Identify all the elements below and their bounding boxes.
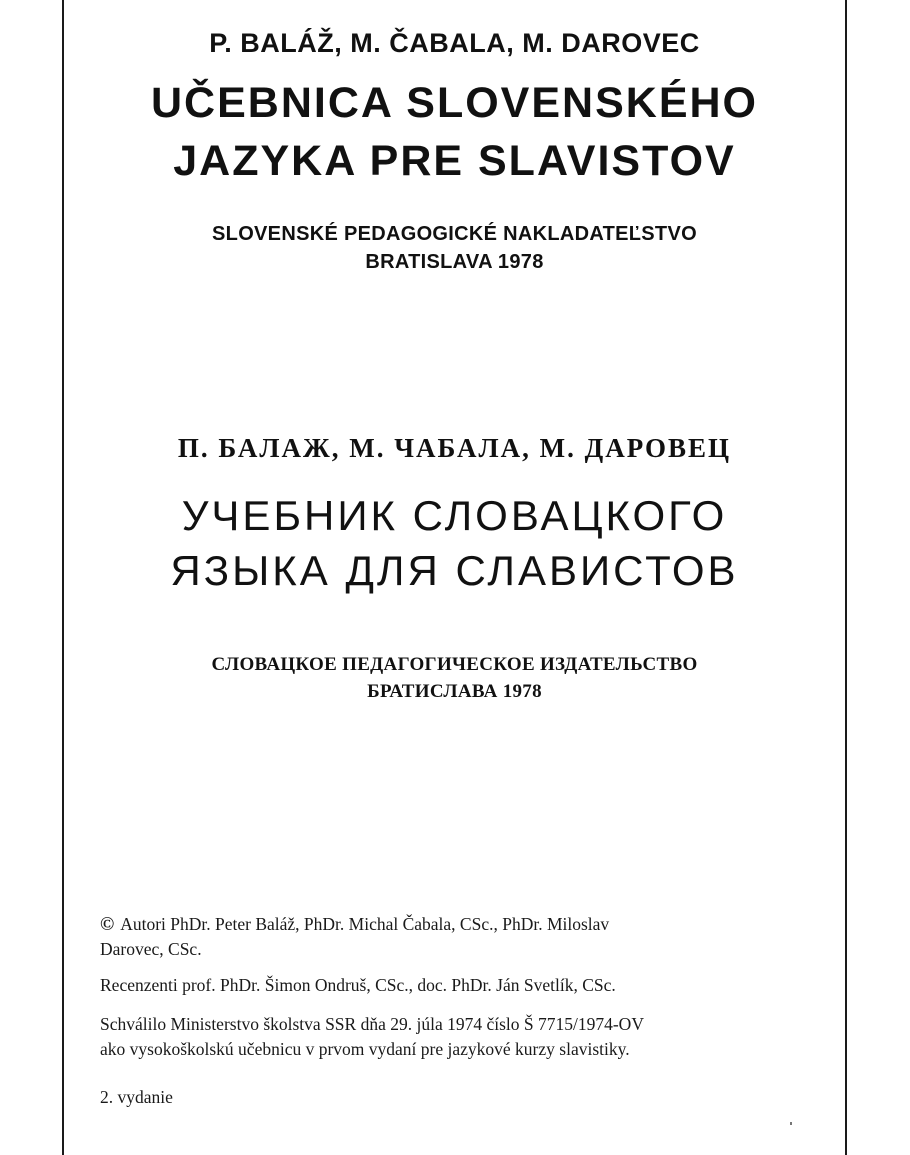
slovak-title-line-2: JAZYKA PRE SLAVISTOV [173, 137, 736, 185]
edition-notice [100, 1085, 820, 1110]
russian-title-line-1: УЧЕБНИК СЛОВАЦКОГО [181, 492, 728, 539]
russian-publisher-name: СЛОВАЦКОЕ ПЕДАГОГИЧЕСКОЕ ИЗДАТЕЛЬСТВО [211, 654, 698, 675]
approval-notice [100, 1012, 820, 1062]
russian-authors: П. БАЛАЖ, М. ЧАБАЛА, М. ДАРОВЕЦ [177, 433, 732, 463]
russian-title-line-2: ЯЗЫКА ДЛЯ СЛАВИСТОВ [170, 547, 739, 594]
copyright-notice [100, 912, 820, 962]
slovak-publisher-place-year: BRATISLAVA 1978 [365, 251, 544, 273]
edition-line: 2. vydanie [100, 1087, 173, 1107]
russian-publisher-place-year: БРАТИСЛАВА 1978 [367, 681, 542, 702]
reviewers-line: Recenzenti prof. PhDr. Šimon Ondruš, CSc., doc. PhDr. Ján Svetlík, CSc. [100, 975, 616, 995]
page-edge-right [845, 0, 847, 1155]
slovak-authors: P. BALÁŽ, M. ČABALA, M. DAROVEC [209, 28, 700, 58]
reviewers-notice [100, 973, 820, 998]
slovak-publisher-name: SLOVENSKÉ PEDAGOGICKÉ NAKLADATEĽSTVO [212, 223, 697, 245]
scan-speck [790, 1122, 792, 1125]
slovak-title-line-1: UČEBNICA SLOVENSKÉHO [150, 79, 759, 127]
russian-title [64, 488, 845, 598]
slovak-publisher [64, 220, 845, 276]
approval-line-1: Schválilo Ministerstvo školstva SSR dňa 29. júla 1974 číslo Š 7715/1974-OV [100, 1014, 644, 1034]
russian-publisher [64, 651, 845, 705]
copyright-authors-line-2: Darovec, CSc. [100, 939, 202, 959]
approval-line-2: ako vysokoškolskú učebnicu v prvom vydaní pre jazykové kurzy slavistiky. [100, 1039, 630, 1059]
copyright-icon: © [100, 914, 115, 935]
slovak-title [64, 74, 845, 190]
copyright-authors-line-1: Autori PhDr. Peter Baláž, PhDr. Michal Čabala, CSc., PhDr. Miloslav [120, 914, 610, 934]
